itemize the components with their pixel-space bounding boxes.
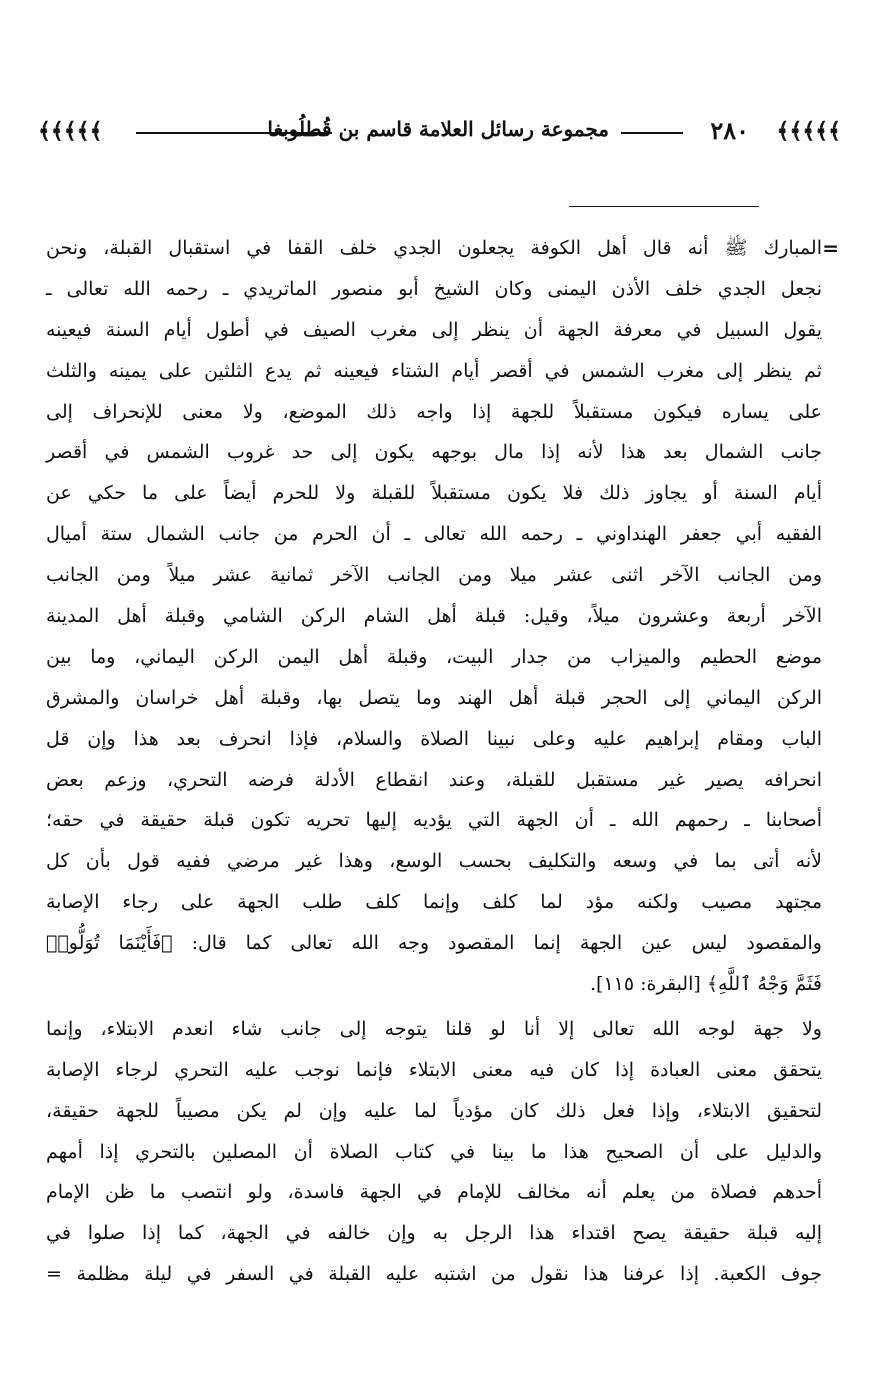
text-line: ولا جهة لوجه الله تعالى إلا أنا لو قلنا يتوجه إلى جانب شاء انعدم الابتلاء، وإنما bbox=[46, 1017, 822, 1040]
text-line: موضع الحطيم والميزاب من جدار البيت، وقبلة أهل اليمن الركن اليماني، وما بين bbox=[46, 645, 822, 668]
text-line: أحدهم فصلاة من يعلم أنه مخالف للإمام في الجهة فاسدة، ولو انتصب ما ظن الإمام bbox=[46, 1181, 822, 1204]
text-line: ومن الجانب الآخر اثنى عشر ميلا ومن الجانب الآخر ثمانية عشر ميلاً ومن الجانب bbox=[46, 564, 822, 587]
footnote-text bbox=[46, 228, 822, 1295]
text-line: الفقيه أبي جعفر الهنداوني ـ رحمه الله تعالى ـ أن الحرم من جانب الشمال ستة أميال bbox=[46, 523, 822, 546]
text-line: على يساره فيكون مستقبلاً للجهة إذا واجه ذلك الموضع، ولا معنى للإنحراف إلى bbox=[46, 400, 822, 423]
text-line: يقول السبيل في معرفة الجهة أن ينظر إلى مغرب الصيف في أطول أيام السنة فيعينه bbox=[46, 318, 822, 341]
text-line: فَثَمَّ وَجْهُ ٱللَّهِ﴾ [البقرة: ١١٥]. bbox=[590, 973, 822, 996]
running-header bbox=[38, 112, 841, 152]
book-title: مجموعة رسائل العلامة قاسم بن قُطلُوبغا bbox=[267, 117, 609, 141]
text-line: والمقصود ليس عين الجهة إنما المقصود وجه الله تعالى كما قال: ﴿فَأَيْنَمَا تُوَلُّوا۟ bbox=[46, 932, 822, 955]
text-line: الآخر أربعة وعشرون ميلاً، وقيل: قبلة أهل الشام الركن الشامي وقبلة أهل المدينة bbox=[46, 605, 822, 628]
text-line: انحرافه يصير غير مستقبل للقبلة، وعند انقطاع الأدلة فرضه التحري، وزعم بعض bbox=[46, 768, 822, 791]
text-line: نجعل الجدي خلف الأذن اليمنى وكان الشيخ أبو منصور الماتريدي ـ رحمه الله تعالى ـ bbox=[46, 277, 822, 300]
footnote-continuation-mark: = bbox=[822, 236, 839, 260]
text-line: والدليل على أن الصحيح هذا ما بينا في كتاب الصلاة أن المصلين بالتحري إذا أمهم bbox=[46, 1140, 822, 1163]
text-line: لتحقيق الابتلاء، وإذا فعل ذلك كان مؤدياً لما عليه وإن لم يكن مصيباً للجهة حقيقة، bbox=[46, 1099, 822, 1122]
header-rule-right bbox=[621, 132, 683, 134]
header-rule-left bbox=[136, 132, 332, 134]
text-line: إليه قبلة حقيقة يصح اقتداء هذا الرجل به وإن خالفه في الجهة، كما إذا صلوا في bbox=[46, 1222, 822, 1245]
text-line: الباب ومقام إبراهيم عليه وعلى نبينا الصلاة والسلام، فإذا انحرف بعد هذا وإن قل bbox=[46, 727, 822, 750]
footnote-separator-rule bbox=[569, 206, 759, 207]
text-line: المبارك ﷺ أنه قال أهل الكوفة يجعلون الجدي خلف القفا في استقبال القبلة، ونحن bbox=[46, 237, 822, 259]
text-line: يتحقق معنى العبادة إذا كان فيه معنى الابتلاء فإنما نوجب عليه التحري لرجاء الإصابة bbox=[46, 1058, 822, 1081]
header-ornament-right: ﴾﴾﴾﴾﴾ bbox=[776, 118, 841, 144]
text-line: جانب الشمال بعد هذا لأنه إذا مال بوجهه يكون إلى حد غروب الشمس في أقصر bbox=[46, 441, 822, 464]
text-line: ثم ينظر إلى مغرب الشمس في أقصر أيام الشتاء فيعينه ثم يدع الثلثين على يمينه والثلث bbox=[46, 359, 822, 382]
text-line: أصحابنا ـ رحمهم الله ـ أن الجهة التي يؤديه إليها تحريه تكون قبلة حقيقة في حقه؛ bbox=[46, 809, 822, 832]
text-line: جوف الكعبة. إذا عرفنا هذا نقول من اشتبه عليه القبلة في السفر في ليلة مظلمة = bbox=[46, 1263, 822, 1286]
text-line: مجتهد مصيب ولكنه مؤد لما كلف وإنما كلف طلب الجهة على رجاء الإصابة bbox=[46, 891, 822, 914]
text-line: الركن اليماني إلى الحجر قبلة أهل الهند وما يتصل بها، وقبلة أهل خراسان والمشرق bbox=[46, 686, 822, 709]
text-line: لأنه أتى بما في وسعه والتكليف بحسب الوسع، وهذا غير مرضي ففيه قول بأن كل bbox=[46, 850, 822, 873]
page-number: ٢٨٠ bbox=[710, 116, 749, 145]
header-ornament-left: ﴾﴾﴾﴾﴾ bbox=[38, 118, 103, 144]
text-line: أيام السنة أو يجاوز ذلك فلا يكون مستقبلاً للقبلة ولا للحرم أيضاً على ما حكي عن bbox=[46, 482, 822, 505]
